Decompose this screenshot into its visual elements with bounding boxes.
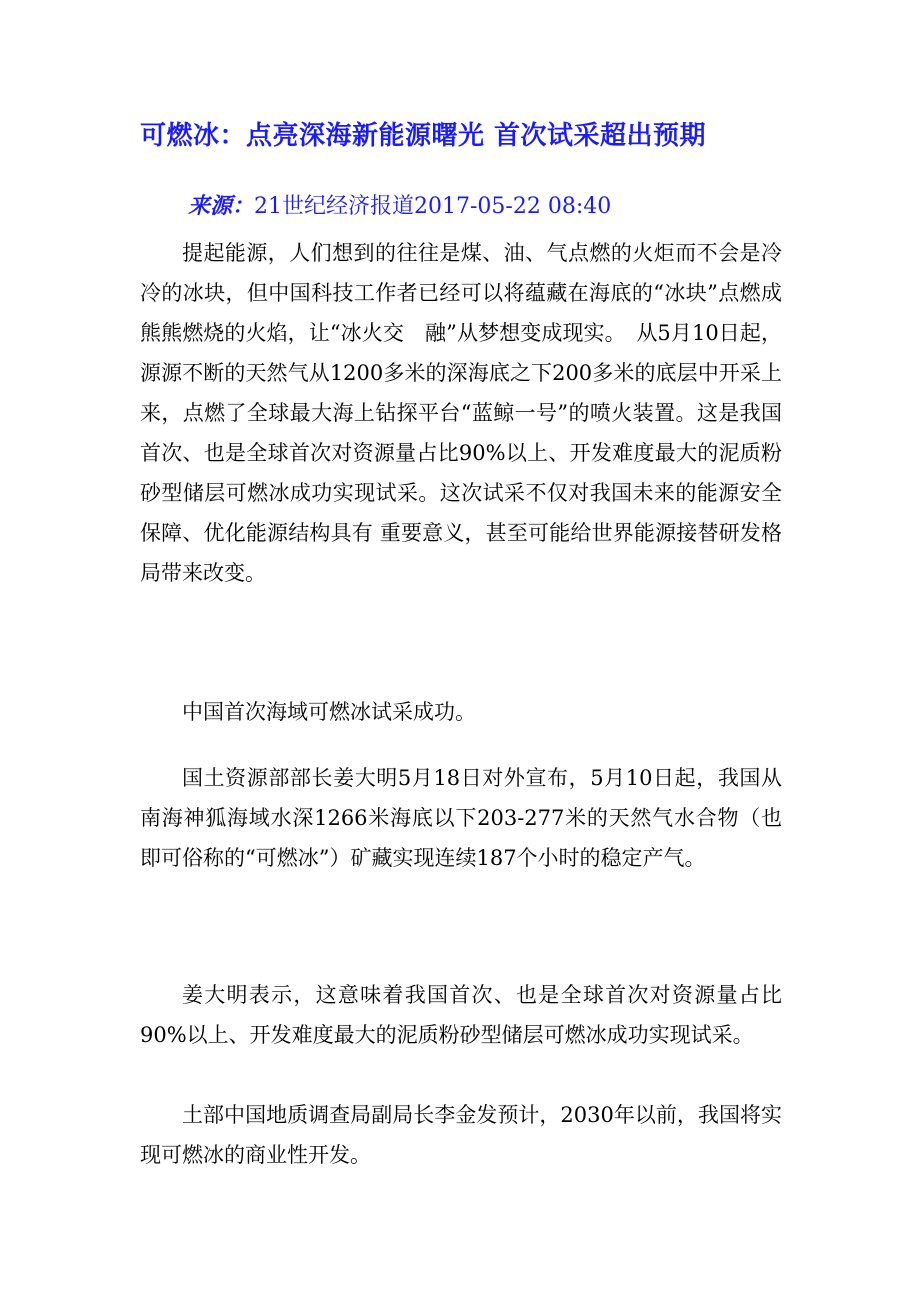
body-paragraph-5: 土部中国地质调查局副局长李金发预计，2030年以前，我国将实现可燃冰的商业性开发。 bbox=[140, 1103, 782, 1167]
body-paragraph-3: 国土资源部部长姜大明5月18日对外宣布，5月10日起，我国从南海神狐海域水深1266米海底以下203-277米的天然气水合物（也即可俗称的“可燃冰”）矿藏实现连续187个小时的稳定产气。 bbox=[140, 766, 782, 870]
article-source bbox=[188, 190, 611, 223]
body-paragraph-4: 姜大明表示，这意味着我国首次、也是全球首次对资源量占比90%以上、开发难度最大的泥质粉砂型储层可燃冰成功实现试采。 bbox=[140, 983, 782, 1047]
body-paragraph-2: 中国首次海域可燃冰试采成功。 bbox=[182, 700, 476, 724]
source-value: 21世纪经济报道2017-05-22 08:40 bbox=[254, 194, 612, 219]
article-title: 可燃冰：点亮深海新能源曙光 首次试采超出预期 bbox=[140, 121, 707, 151]
source-label: 来源： bbox=[188, 193, 255, 219]
body-paragraph-1: 提起能源，人们想到的往往是煤、油、气点燃的火炬而不会是冷冷的冰块，但中国科技工作者已经可以将蕴藏在海底的“冰块”点燃成熊熊燃烧的火焰，让“冰火交 融”从梦想变成现实。 从5月10日起，源源不断的天然气从1200多米的深海底之下200多米的底层中开采上来，点燃了全球最大海上钻探平台“蓝鲸一号”的喷火装置。这是我国 首次、也是全球首次对资源量占比90%以上、开发难度最大的泥质粉砂型储层可燃冰成功实现试采。这次试采不仅对我国未来的能源安全保障、优化能源结构具有 重要意义，甚至可能给世界能源接替研发格局带来改变。 bbox=[140, 241, 803, 585]
